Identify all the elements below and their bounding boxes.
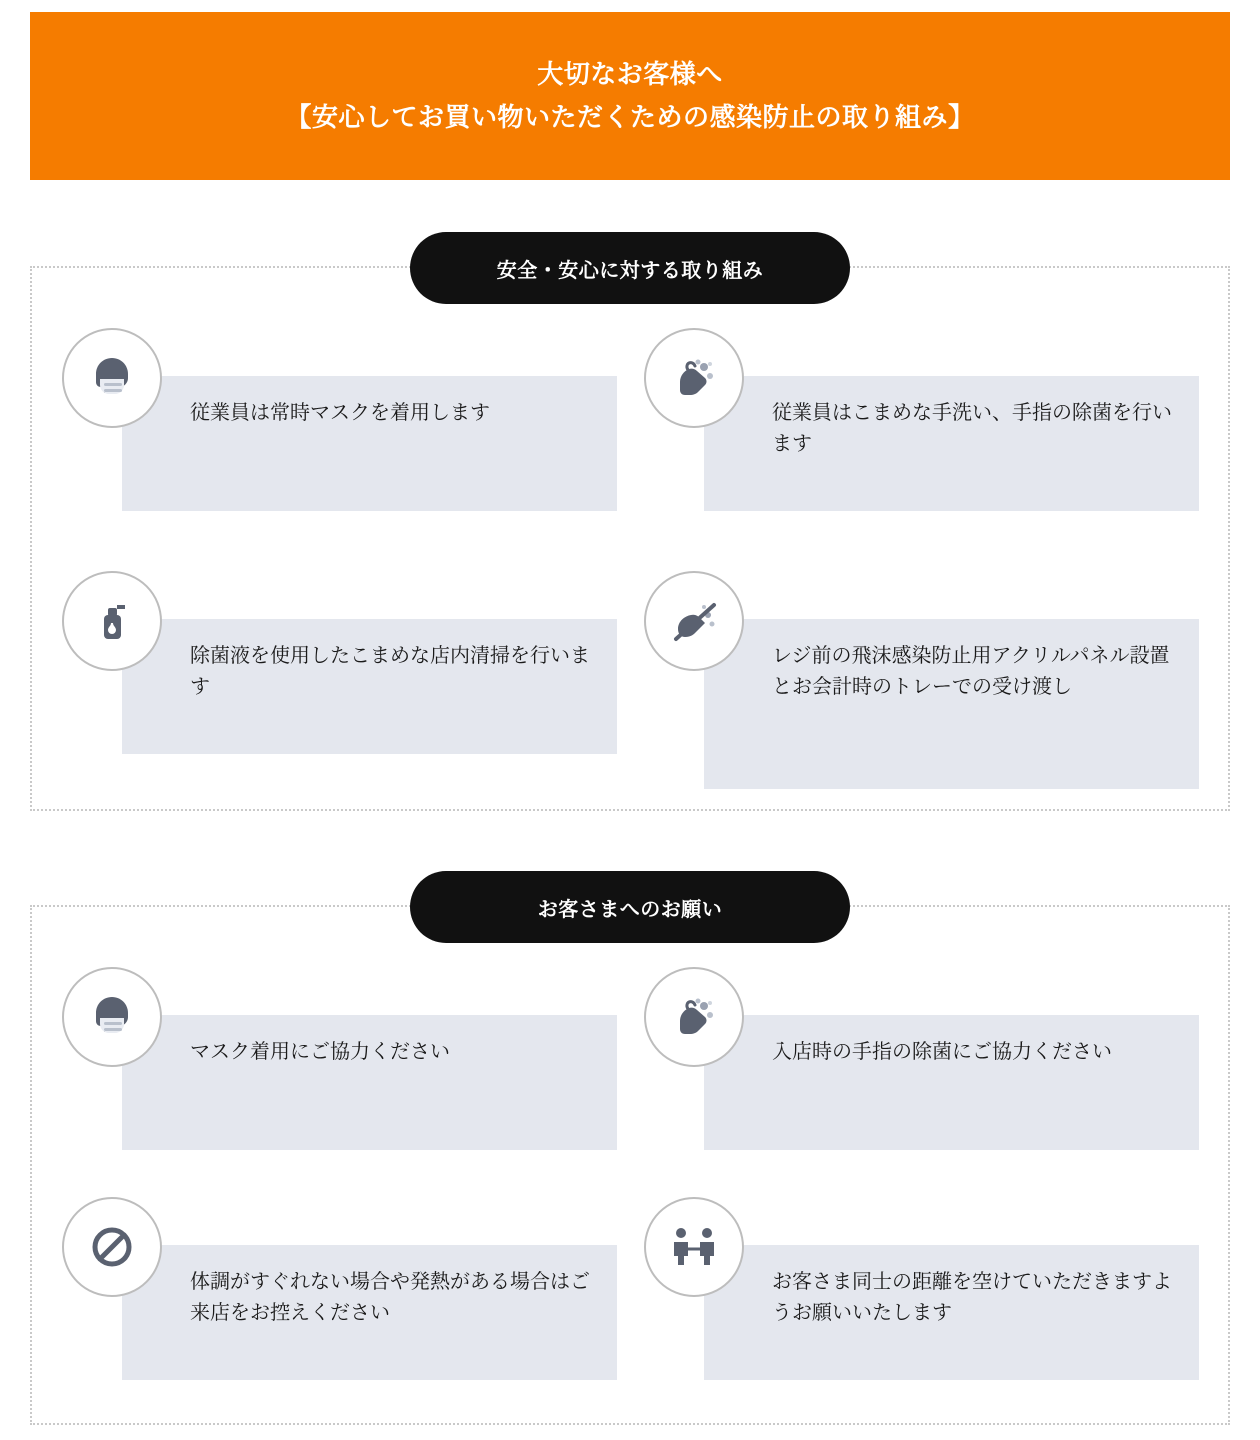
mask-face-icon <box>62 967 162 1067</box>
measure-item-text: 従業員は常時マスクを着用します <box>122 376 617 511</box>
measure-item <box>62 328 616 547</box>
header-banner <box>30 12 1230 180</box>
request-item <box>644 967 1198 1173</box>
social-distance-icon <box>644 1197 744 1297</box>
measure-item <box>644 571 1198 790</box>
request-item <box>62 1197 616 1403</box>
measure-item-text: 除菌液を使用したこまめな店内清掃を行います <box>122 619 617 754</box>
banner-title-line-2: 【安心してお買い物いただくための感染防止の取り組み】 <box>285 102 975 132</box>
request-item-text: 体調がすぐれない場合や発熱がある場合はご来店をお控えください <box>122 1245 617 1380</box>
request-item-text: 入店時の手指の除菌にご協力ください <box>704 1015 1199 1150</box>
section-1-grid <box>32 268 1228 809</box>
section-store-measures <box>30 259 1230 811</box>
hand-wash-icon <box>644 328 744 428</box>
measure-item <box>644 328 1198 547</box>
section-1-title: 安全・安心に対する取り組み <box>410 232 850 304</box>
request-item-text: マスク着用にご協力ください <box>122 1015 617 1150</box>
section-2-grid <box>32 907 1228 1423</box>
mask-face-icon <box>62 328 162 428</box>
measure-item-text: 従業員はこまめな手洗い、手指の除菌を行います <box>704 376 1199 511</box>
section-2-title: お客さまへのお願い <box>410 871 850 943</box>
request-item <box>62 967 616 1173</box>
measure-item-text: レジ前の飛沫感染防止用アクリルパネル設置とお会計時のトレーでの受け渡し <box>704 619 1199 789</box>
measure-item <box>62 571 616 790</box>
banner-title-line-1: 大切なお客様へ <box>537 58 723 89</box>
request-item-text: お客さま同士の距離を空けていただきますようお願いいたします <box>704 1245 1199 1380</box>
hand-wash-icon <box>644 967 744 1067</box>
no-droplet-icon <box>644 571 744 671</box>
prohibited-icon <box>62 1197 162 1297</box>
sanitizer-bottle-icon <box>62 571 162 671</box>
request-item <box>644 1197 1198 1403</box>
section-customer-requests <box>30 898 1230 1425</box>
